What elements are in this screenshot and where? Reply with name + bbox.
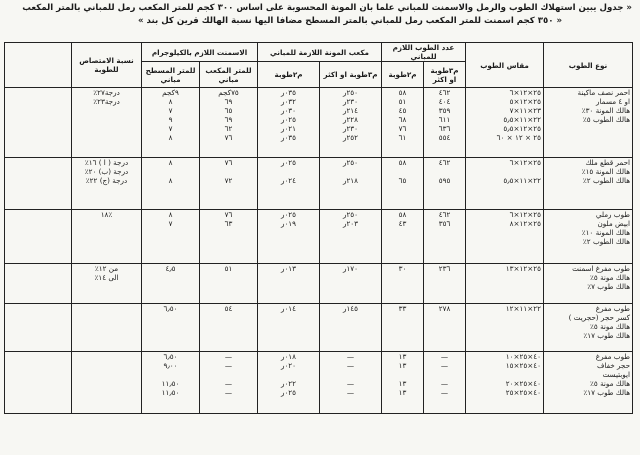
cell-line: ٤٠٤ <box>438 97 451 106</box>
cell-line: ٧ <box>168 219 173 228</box>
cell-line: هالك طوب ١٧٪ <box>583 388 631 397</box>
header-type: نوع الطوب <box>544 43 633 88</box>
cell-line: ١٣ <box>398 379 407 388</box>
cell-line: ٤٣ <box>398 219 407 228</box>
cell-line: ٢٢×١١×١٢ <box>505 304 542 313</box>
cell-line: ٥١ <box>224 264 233 273</box>
cell-line: — <box>346 361 355 370</box>
cell-line: ٠٢١ر <box>280 124 297 133</box>
cell-line: هالك طوب ١٧٪ <box>583 331 631 340</box>
cell-line: — <box>224 379 233 388</box>
cell-m-m3 <box>320 264 382 304</box>
cell-line: ٧٦ <box>398 124 407 133</box>
cell-line: — <box>224 352 233 361</box>
cell-line: درجة ( ا ) ١٦٪ <box>84 158 129 167</box>
cell-line: ١٧٠ر <box>342 264 359 273</box>
cell-line: ٢٧٨ <box>438 304 451 313</box>
cell-line: ٦٩ <box>224 97 233 106</box>
cell-line: ٠٢٥ر <box>280 115 297 124</box>
cell-blank <box>5 210 72 264</box>
cell-line: ٢٥ × ١٢ × ٦٠ <box>496 133 542 142</box>
cell-line: ٢٣٦ <box>438 264 451 273</box>
cell-line: ٢٥×١٢×٦ <box>509 158 542 167</box>
cell-line: هالك المونة ١٠٪ <box>581 228 631 237</box>
cell-line: ٦٥ <box>398 176 407 185</box>
cell-line: — <box>346 388 355 397</box>
cell-line: ٣٥٦ <box>438 219 451 228</box>
cell-line: ٥٥٤ <box>438 133 451 142</box>
cell-line: ٠٢٢ر <box>280 379 297 388</box>
cell-line: حجر خفاف <box>596 361 631 370</box>
cell-line: ٩٫٠٠ <box>163 361 178 370</box>
cell-b-m3 <box>424 158 466 210</box>
cell-line: ٢١٤ر <box>342 106 359 115</box>
cell-abs <box>72 88 142 158</box>
cell-c-m3 <box>200 210 258 264</box>
table-row <box>5 352 633 414</box>
cell-line: ٢٥×١٢×٦ <box>509 88 542 97</box>
table-body <box>5 88 633 414</box>
cell-line <box>384 370 421 379</box>
cell-b-m3 <box>424 210 466 264</box>
cell-line: ٤٦٢ <box>438 158 451 167</box>
cell-line: هالك الطوب ٢٪ <box>582 237 631 246</box>
cell-line: هالك المونة ١٥٪ <box>581 167 631 176</box>
cell-m-m2 <box>258 264 320 304</box>
cell-size <box>466 352 544 414</box>
cell-size <box>466 264 544 304</box>
cell-type <box>544 158 633 210</box>
cell-line: ٧ <box>168 124 173 133</box>
cell-line: احمر نصف ماكينة <box>577 88 631 97</box>
cell-line <box>202 370 255 379</box>
cell-line: هالك مونة ٥٪ <box>590 273 631 282</box>
cell-line: هالك مونة ٥٪ <box>590 322 631 331</box>
cell-c-m3 <box>200 88 258 158</box>
cell-line: ايوبتيست <box>602 370 631 379</box>
cell-line: ٣٥٩ <box>438 106 451 115</box>
cell-line: ٩كجم <box>162 88 179 97</box>
cell-line <box>426 370 463 379</box>
cell-c-m2 <box>142 352 200 414</box>
cell-line: ١٣ <box>398 388 407 397</box>
table-row <box>5 304 633 352</box>
cell-line <box>468 167 541 176</box>
cell-line: ٢٥٠ر <box>342 88 359 97</box>
cell-line: درجة٢٧٪ <box>93 88 120 97</box>
cell-line: ٧٢ <box>224 176 233 185</box>
cell-b-m2 <box>382 210 424 264</box>
cell-line: ٣٠ <box>398 264 407 273</box>
cell-blank <box>5 304 72 352</box>
cell-line: هالك طوب ٧٪ <box>587 282 631 291</box>
cell-line: ٥٩٥ <box>438 176 451 185</box>
caption-line-1: « جدول يبين استهلاك الطوب والرمل والاسمنت للمباني علما بان المونة المحسوبة على اساس ٣٠٠ كجم للمتر المكعب رمل للمباني بالمتر المكعب <box>22 3 632 13</box>
cell-line: ٠٢٠ر <box>280 361 297 370</box>
cell-line: — <box>440 388 449 397</box>
cell-line: ٨ <box>168 210 173 219</box>
cell-line: ٤٠×٢٥×٢٥ <box>505 388 542 397</box>
cell-line: ٠٢٥ر <box>280 388 297 397</box>
cell-line: ٢٣×١١×٧ <box>509 106 542 115</box>
cell-line: هالك الطوب ٢٪ <box>582 176 631 185</box>
cell-b-m3 <box>424 88 466 158</box>
header-mortar-group: مكعب المونة اللازمة للمباني <box>258 43 382 62</box>
cell-blank <box>5 352 72 414</box>
cell-line: ٢١٨ر <box>342 176 359 185</box>
cell-size <box>466 304 544 352</box>
header-blank <box>5 43 72 88</box>
cell-line <box>144 370 197 379</box>
cell-line: ٨ <box>168 176 173 185</box>
cell-line: ٤٥ <box>398 106 407 115</box>
cell-line: ٢٠٣ر <box>342 219 359 228</box>
cell-line: طوب مفرغ <box>595 352 631 361</box>
cell-blank <box>5 264 72 304</box>
cell-line <box>322 167 379 176</box>
cell-line: ٢٥×١٢×٥٫٥ <box>503 124 542 133</box>
cell-line <box>260 167 317 176</box>
cell-size <box>466 158 544 210</box>
cell-line: — <box>440 352 449 361</box>
cell-blank <box>5 158 72 210</box>
cell-line: ٤٠×٢٥×١٠ <box>505 352 542 361</box>
cell-line: ٦٥ <box>224 106 233 115</box>
header-size: مقاس الطوب <box>466 43 544 88</box>
cell-type <box>544 304 633 352</box>
cell-line: درجة (ج) ٢٢٪ <box>85 176 128 185</box>
cell-abs <box>72 352 142 414</box>
cell-size <box>466 88 544 158</box>
cell-c-m3 <box>200 264 258 304</box>
cell-line: ١١٫٥٠ <box>161 379 180 388</box>
cell-blank <box>5 88 72 158</box>
cell-type <box>544 88 633 158</box>
cell-c-m3 <box>200 304 258 352</box>
cell-c-m3 <box>200 158 258 210</box>
cell-m-m3 <box>320 352 382 414</box>
cell-line <box>260 370 317 379</box>
cell-type <box>544 264 633 304</box>
cell-line: ٧٦ <box>224 133 233 142</box>
table-row <box>5 210 633 264</box>
cell-abs <box>72 264 142 304</box>
cell-line: ٠٣٥ر <box>280 133 297 142</box>
cell-line: ١٣ <box>398 352 407 361</box>
cell-b-m2 <box>382 158 424 210</box>
cell-size <box>466 210 544 264</box>
cell-line: ٠٣٠ر <box>280 106 297 115</box>
cell-line: او ٤ مسمار <box>596 97 631 106</box>
header-bricks-m3: م٣طوبة او اكثر <box>424 62 466 88</box>
cell-line: ٢٥٢ر <box>342 133 359 142</box>
cell-line <box>144 167 197 176</box>
cell-line: — <box>224 361 233 370</box>
cell-line: ٠٢٤ر <box>280 176 297 185</box>
cell-line: ٠٣٥ر <box>280 88 297 97</box>
cell-line: ٤٠×٢٥×٢٠ <box>505 379 542 388</box>
cell-m-m3 <box>320 210 382 264</box>
cell-line <box>322 370 379 379</box>
cell-line: ٢٥×١٢×٥ <box>509 97 542 106</box>
caption-line-2: « ٣٥٠ كجم اسمنت للمتر المكعب رمل للمباني بالمتر المسطح مضافا اليها نسبة الهالك قرين كل بند » <box>137 16 562 26</box>
cell-line: ٧٥كجم <box>218 88 239 97</box>
cell-line: من ١٢٪ <box>94 264 119 273</box>
cell-line: — <box>346 379 355 388</box>
table-row <box>5 264 633 304</box>
header-mortar-m3: م٣طوبة او اكثر <box>320 62 382 88</box>
header-cement-m2: للمتر المسطح مباني <box>142 62 200 88</box>
cell-line: ٢٥×١٢×٨ <box>509 219 542 228</box>
cell-line: ٠١٣ر <box>280 264 297 273</box>
cell-line: ٥٨ <box>398 88 407 97</box>
cell-c-m2 <box>142 210 200 264</box>
cell-line: ٢٣٠ر <box>342 124 359 133</box>
cell-b-m2 <box>382 352 424 414</box>
cell-type <box>544 352 633 414</box>
consumption-table <box>4 42 633 414</box>
cell-c-m2 <box>142 88 200 158</box>
cell-line: ٥٤ <box>224 304 233 313</box>
cell-m-m2 <box>258 352 320 414</box>
cell-b-m3 <box>424 264 466 304</box>
cell-c-m3 <box>200 352 258 414</box>
cell-m-m2 <box>258 158 320 210</box>
cell-m-m2 <box>258 304 320 352</box>
cell-line: ٦١ <box>398 133 407 142</box>
cell-line: احمر قطع ملك <box>585 158 631 167</box>
cell-line: ٣٣ <box>398 304 407 313</box>
cell-line: ٢٢٨ر <box>342 115 359 124</box>
cell-c-m2 <box>142 264 200 304</box>
header-mortar-m2: م٢طوبة <box>258 62 320 88</box>
cell-line: ١٣ <box>398 361 407 370</box>
cell-line: ٩ <box>168 115 173 124</box>
cell-line: — <box>346 352 355 361</box>
cell-line: ٨ <box>168 158 173 167</box>
header-absorption: نسبة الامتصاص للطوبة <box>72 43 142 88</box>
cell-line: درجة (ب) ٢٠٪ <box>84 167 129 176</box>
cell-line: ١٤٥ر <box>342 304 359 313</box>
cell-m-m3 <box>320 88 382 158</box>
cell-line: ٪١٨ <box>100 210 113 219</box>
cell-line: ٠١٨ر <box>280 352 297 361</box>
header-bricks-m2: م٢طوبة <box>382 62 424 88</box>
cell-line: ٠١٤ر <box>280 304 297 313</box>
cell-line: ٢٥٠ر <box>342 210 359 219</box>
cell-line: ٦٨ <box>398 115 407 124</box>
header-cement-m3: للمتر المكعب مباني <box>200 62 258 88</box>
cell-line: ٤٠×٢٥×١٥ <box>505 361 542 370</box>
cell-line: ابيض ملون <box>597 219 631 228</box>
cell-abs <box>72 304 142 352</box>
table-caption <box>8 2 632 28</box>
cell-abs <box>72 210 142 264</box>
cell-line: ٦٣ <box>224 219 233 228</box>
cell-line: ٤٫٥ <box>165 264 176 273</box>
cell-c-m2 <box>142 304 200 352</box>
cell-line <box>426 167 463 176</box>
cell-line: ٧٦ <box>224 158 233 167</box>
cell-line: ٥٨ <box>398 158 407 167</box>
cell-line: ٦٢ <box>224 124 233 133</box>
cell-line: ٦٩ <box>224 115 233 124</box>
cell-line: ٧٦ <box>224 210 233 219</box>
cell-b-m3 <box>424 352 466 414</box>
cell-line: ٦١١ <box>438 115 451 124</box>
cell-line <box>468 370 541 379</box>
cell-line: ٢٣٠ر <box>342 97 359 106</box>
cell-line: ٠٣٢ر <box>280 97 297 106</box>
cell-line: الى ١٤٪ <box>94 273 119 282</box>
cell-line: — <box>224 388 233 397</box>
cell-line: — <box>440 361 449 370</box>
cell-m-m2 <box>258 88 320 158</box>
cell-line: ٢٥×١٢×١٣ <box>505 264 542 273</box>
cell-line: ٦٣٦ <box>438 124 451 133</box>
cell-type <box>544 210 633 264</box>
cell-line: طوب رملي <box>595 210 631 219</box>
cell-line <box>384 167 421 176</box>
cell-line: ٦٫٥٠ <box>163 304 178 313</box>
cell-line: طوب مفرغ اسمنت <box>572 264 631 273</box>
cell-line: ٢٢×١١×٥٫٥ <box>503 176 542 185</box>
table-row <box>5 158 633 210</box>
cell-line: ٨ <box>168 97 173 106</box>
cell-line: ٠٢٥ر <box>280 210 297 219</box>
cell-m-m2 <box>258 210 320 264</box>
cell-m-m3 <box>320 158 382 210</box>
cell-line: طوب مفرغ <box>595 304 631 313</box>
cell-line: ٥٨ <box>398 210 407 219</box>
cell-line: — <box>440 379 449 388</box>
cell-line: ٢٢×١١×٥٫٥ <box>503 115 542 124</box>
cell-line: ٤٦٢ <box>438 88 451 97</box>
cell-line: ٠٢٥ر <box>280 158 297 167</box>
cell-line: كسر حجر (حجريت ) <box>568 313 631 322</box>
cell-abs <box>72 158 142 210</box>
header-cement-group: الاسمنت اللازم بالكيلوجرام <box>142 43 258 62</box>
cell-line: ٦٫٥٠ <box>163 352 178 361</box>
header-bricks-group: عدد الطوب اللازم للمباني <box>382 43 466 62</box>
cell-line: ٨ <box>168 133 173 142</box>
cell-b-m2 <box>382 304 424 352</box>
cell-line: ٢٥×١٢×٦ <box>509 210 542 219</box>
cell-b-m2 <box>382 88 424 158</box>
cell-line: درجة٢٣٪ <box>93 97 120 106</box>
cell-line: ٢٥٠ر <box>342 158 359 167</box>
cell-line: ٤٦٢ <box>438 210 451 219</box>
cell-line <box>202 167 255 176</box>
cell-line: ١١٫٥٠ <box>161 388 180 397</box>
cell-b-m3 <box>424 304 466 352</box>
table-row <box>5 88 633 158</box>
cell-line: هالك مونة ٥٪ <box>590 379 631 388</box>
cell-line: ٠١٩ر <box>280 219 297 228</box>
cell-b-m2 <box>382 264 424 304</box>
cell-line: هالك المونة ٣٠٪ <box>581 106 631 115</box>
cell-line: ٥١ <box>398 97 407 106</box>
cell-c-m2 <box>142 158 200 210</box>
cell-line: هالك الطوب ٥٪ <box>582 115 631 124</box>
cell-m-m3 <box>320 304 382 352</box>
cell-line: ٧ <box>168 106 173 115</box>
